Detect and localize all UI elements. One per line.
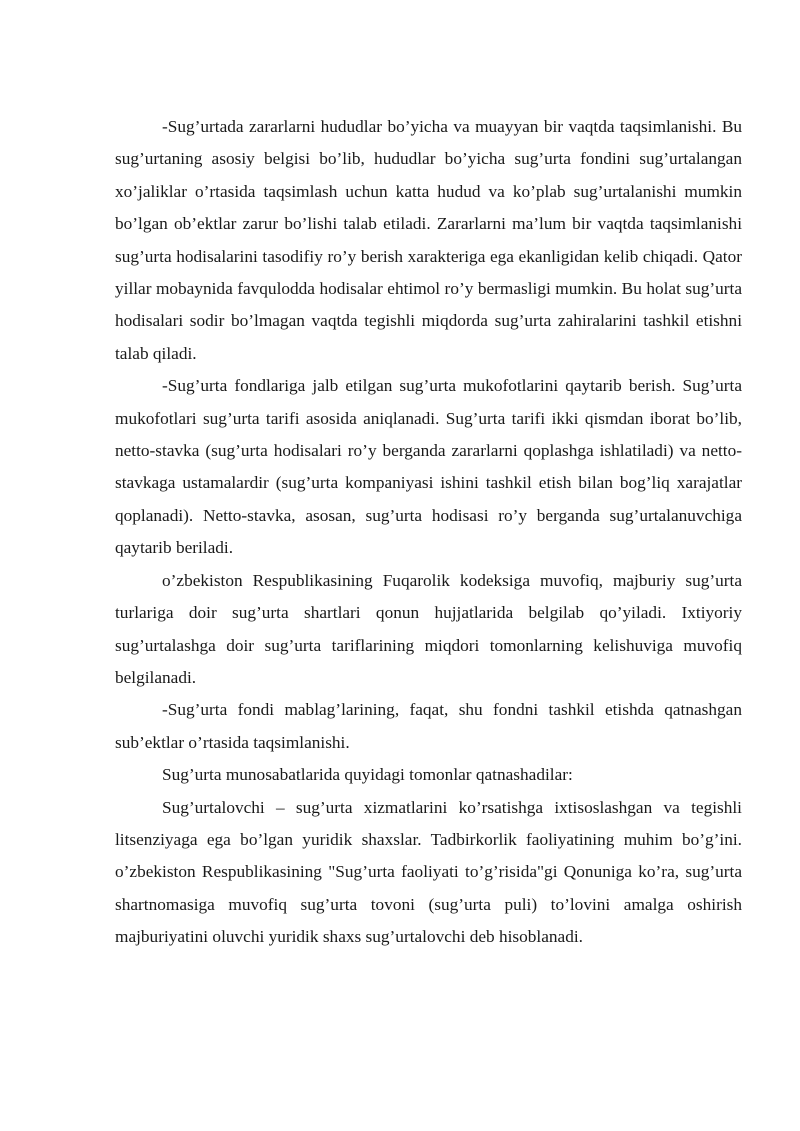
paragraph: -Sug’urta fondi mablag’larining, faqat, shu fondni tashkil etishda qatnashgan sub’ektlar o’rtasida taqsimlanishi. [115, 700, 742, 752]
paragraph: -Sug’urtada zararlarni hududlar bo’yicha va muayyan bir vaqtda taqsimlanishi. Bu sug’urtaning asosiy belgisi bo’lib, hududlar bo’yicha sug’urta fondini sug’urtalangan xo’jaliklar o’rtasida taqsimlash uchun katta hudud va ko’plab sug’urtalanishi mumkin bo’lgan ob’ektlar zarur bo’lishi talab etiladi. Zararlarni ma’lum bir vaqtda taqsimlanishi sug’urta hodisalarini tasodifiy ro’y berish xarakteriga ega ekanligidan kelib chiqadi. Qator yillar mobaynida favqulodda hodisalar ehtimol ro’y bermasligi mumkin. Bu holat sug’urta hodisalari sodir bo’lmagan vaqtda tegishli miqdorda sug’urta zahiralarini tashkil etishni talab qiladi. [115, 117, 742, 363]
paragraph: Sug’urtalovchi – sug’urta xizmatlarini ko’rsatishga ixtisoslashgan va tegishli litsenziyaga ega bo’lgan yuridik shaxslar. Tadbirkorlik faoliyatining muhim bo’g’ini. o’zbekiston Respublikasining "Sug’urta faoliyati to’g’risida"gi Qonuniga ko’ra, sug’urta shartnomasiga muvofiq sug’urta tovoni (sug’urta puli) to’lovini amalga oshirish majburiyatini oluvchi yuridik shaxs sug’urtalovchi deb hisoblanadi. [115, 797, 742, 947]
paragraph: o’zbekiston Respublikasining Fuqarolik kodeksiga muvofiq, majburiy sug’urta turlariga doir sug’urta shartlari qonun hujjatlarida belgilab qo’yiladi. Ixtiyoriy sug’urtalashga doir sug’urta tariflarining miqdori tomonlarning kelishuviga muvofiq belgilanadi. [115, 570, 742, 687]
paragraph: Sug’urta munosabatlarida quyidagi tomonlar qatnashadilar: [162, 765, 573, 785]
paragraph: -Sug’urta fondlariga jalb etilgan sug’urta mukofotlarini qaytarib berish. Sug’urta mukofotlari sug’urta tarifi asosida aniqlanadi. Sug’urta tarifi ikki qismdan iborat bo’lib, netto-stavka (sug’urta hodisalari ro’y berganda zararlarni qoplashga ishlatiladi) va netto-stavkaga ustamalardir (sug’urta kompaniyasi ishini tashkil etish bilan bog’liq xarajatlar qoplanadi). Netto-stavka, asosan, sug’urta hodisasi ro’y berganda sug’urtalanuvchiga qaytarib beriladi. [115, 376, 742, 558]
document-page [115, 111, 742, 954]
